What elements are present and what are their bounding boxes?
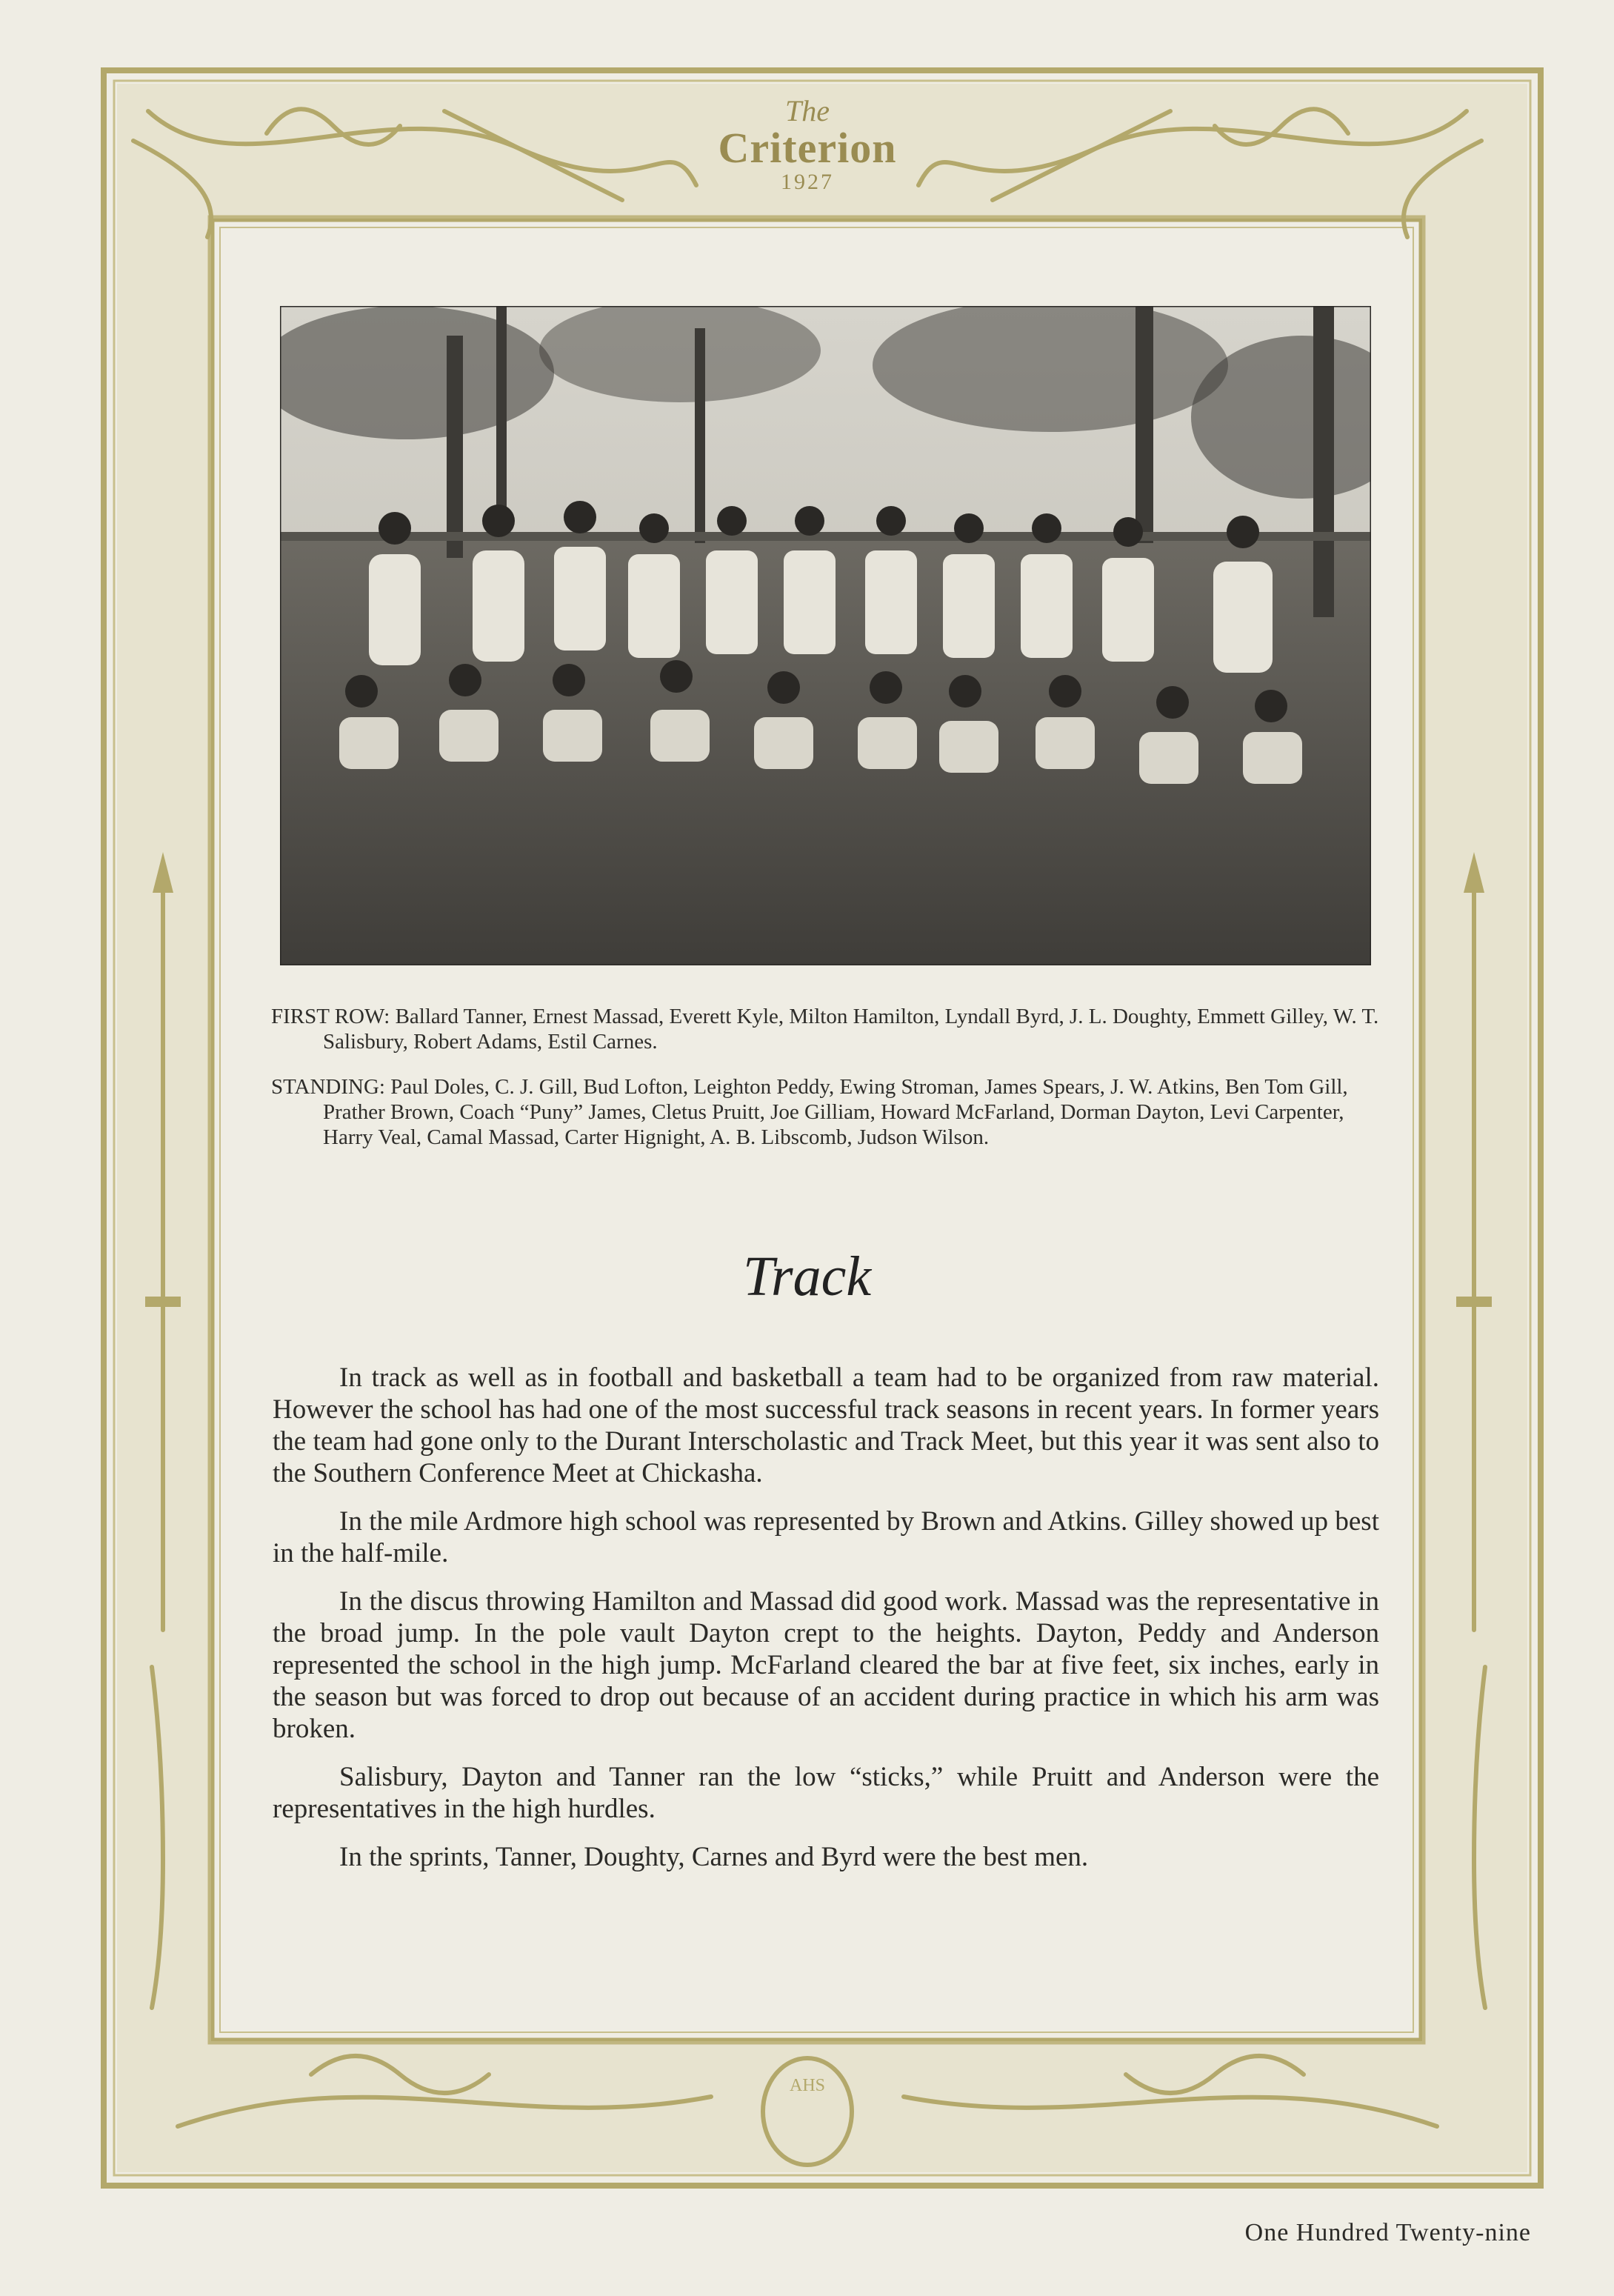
yearbook-masthead [696,96,918,193]
article-paragraph: In track as well as in football and basketball a team had to be organized from raw material. However the school has had one of the most successful track seasons in recent years. In former years the team had gone only to the Durant Interscholastic and Track Meet, but this year it was sent also to the Southern Conference Meet at Chickasha. [273,1362,1379,1488]
article-paragraph: Salisbury, Dayton and Tanner ran the low “sticks,” while Pruitt and Anderson were the representatives in the high hurdles. [273,1762,1379,1824]
article-body [273,1362,1379,1889]
article-paragraph: In the sprints, Tanner, Doughty, Carnes and Byrd were the best men. [339,1842,1089,1872]
caption-first-row [271,1004,1382,1054]
ahs-seal-monogram: AHS [789,2076,826,2095]
caption-standing-names: Paul Doles, C. J. Gill, Bud Lofton, Leighton Peddy, Ewing Stroman, James Spears, J. W. Atkins, Ben Tom Gill, Prather Brown, Coach “Puny” James, Cletus Pruitt, Joe Gilliam, Howard McFarland, Dorman Dayton, Levi Carpenter, Harry Veal, Camal Massad, Carter Hignight, A. B. Libscomb, Judson Wilson. [323,1075,1348,1149]
article-paragraph: In the discus throwing Hamilton and Massad did good work. Massad was the representative in the broad jump. In the pole vault Dayton crept to the heights. Dayton, Peddy and Anderson represented the school in the high jump. McFarland cleared the bar at five feet, six inches, early in the season but was forced to drop out because of an accident during practice in which his arm was broken. [273,1586,1379,1744]
caption-first-row-label: FIRST ROW: [271,1005,390,1028]
page-number: One Hundred Twenty-nine [1244,2219,1531,2246]
masthead-title: Criterion [718,124,897,172]
article-title: Track [742,1245,872,1308]
caption-standing-label: STANDING: [271,1075,385,1099]
article-paragraph: In the mile Ardmore high school was represented by Brown and Atkins. Gilley showed up best in the half-mile. [273,1506,1379,1568]
team-photograph-icon [280,306,1371,965]
masthead-year: 1927 [781,169,834,194]
standing-row-players [369,501,1273,673]
caption-standing [271,1074,1382,1150]
caption-first-row-names: Ballard Tanner, Ernest Massad, Everett Kyle, Milton Hamilton, Lyndall Byrd, J. L. Doughty, Emmett Gilley, W. T. Salisbury, Robert Adams, Estil Carnes. [323,1005,1379,1054]
masthead-the: The [785,94,830,127]
